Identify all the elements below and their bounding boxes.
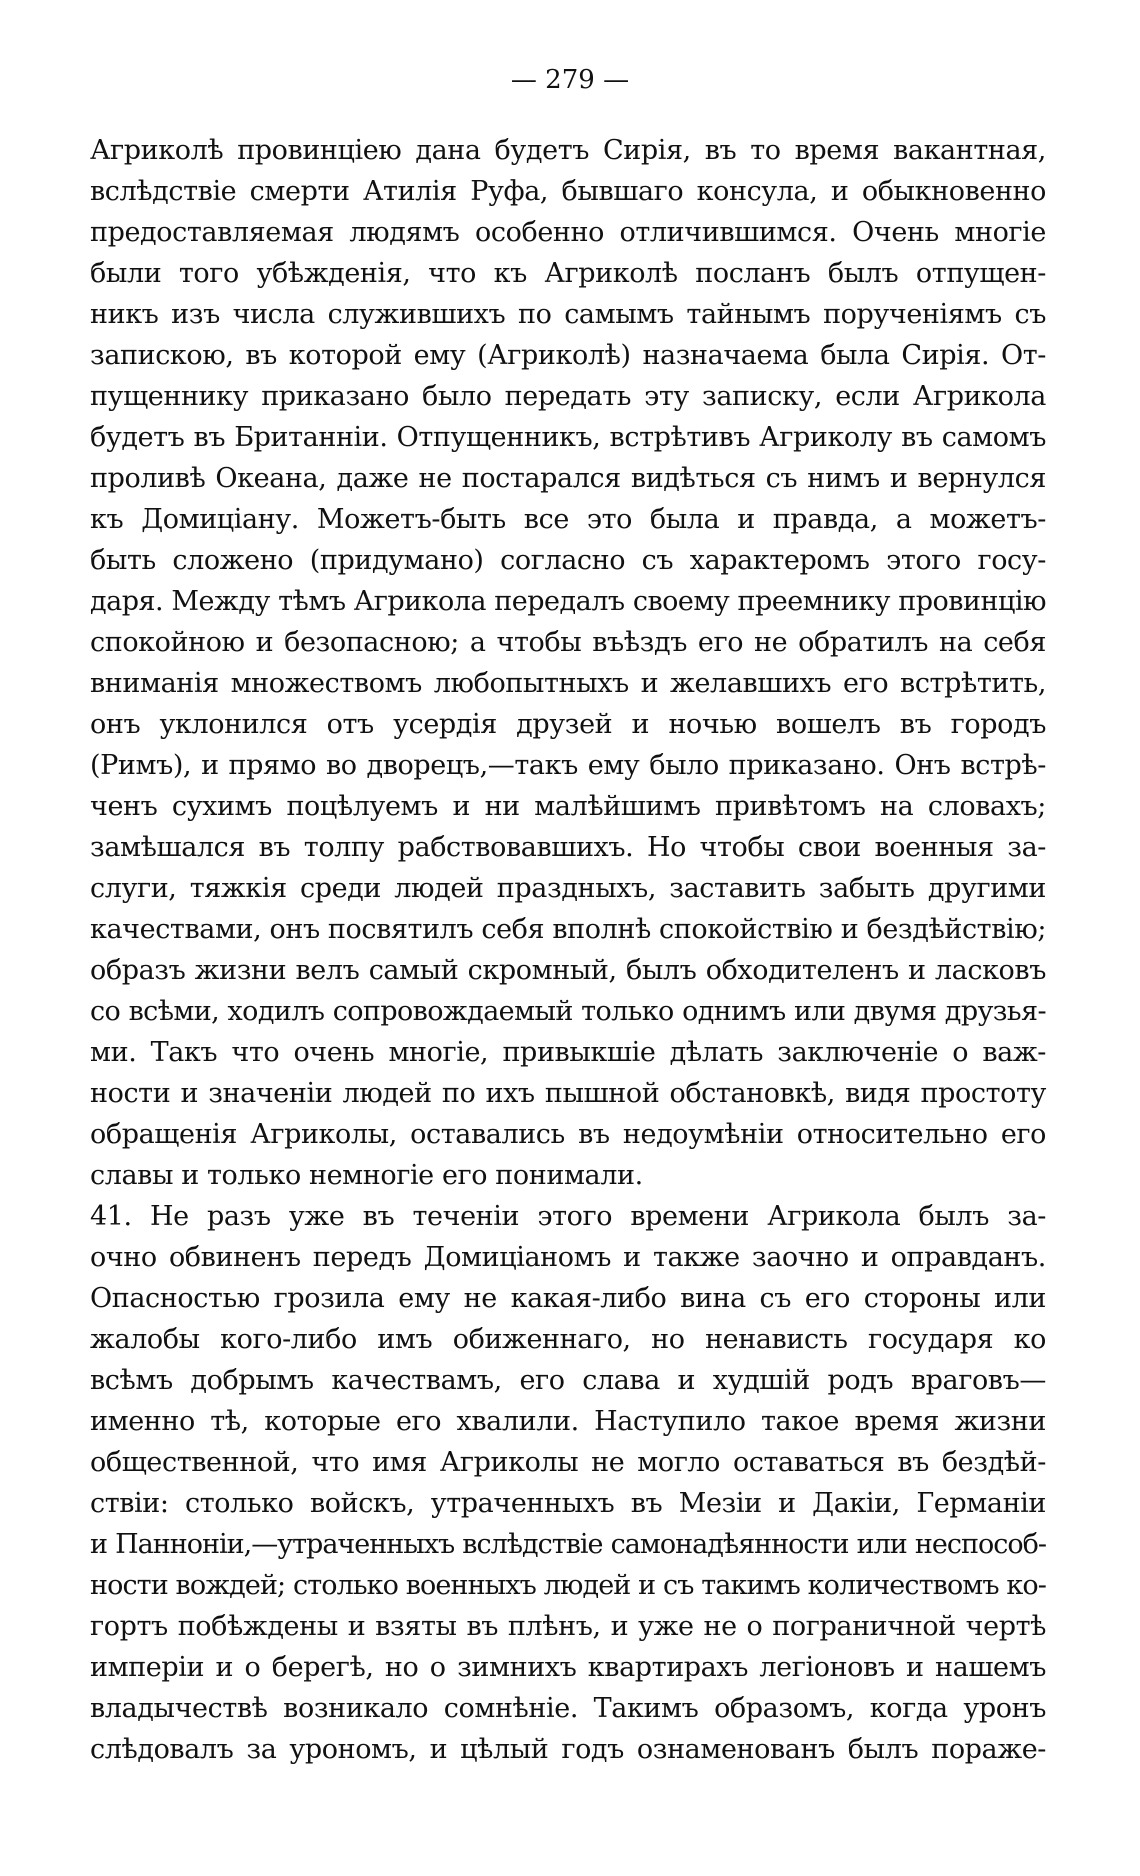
text-line: замѣшался въ толпу рабствовавшихъ. Но чтобы свои военныя за- [90,832,1046,863]
text-line: именно тѣ, которые его хвалили. Наступило такое время жизни [90,1406,1046,1437]
text-line: слуги, тяжкія среди людей праздныхъ, заставить забыть другими [90,873,1046,904]
text-line: ствіи: столько войскъ, утраченныхъ въ Мезіи и Дакіи, Германіи [90,1488,1046,1519]
text-line: будетъ въ Британніи. Отпущенникъ, встрѣтивъ Агриколу въ самомъ [90,422,1046,453]
text-line: вслѣдствіе смерти Атилія Руфа, бывшаго консула, и обыкновенно [90,176,1046,207]
text-line: и Паннoніи,—утраченныхъ вслѣдствіе самонадѣянности или неспособ- [90,1529,1046,1560]
text-line: гортъ побѣждены и взяты въ плѣнъ, и уже не о пограничной чертѣ [90,1611,1046,1642]
text-line: владычествѣ возникало сомнѣніе. Такимъ образомъ, когда уронъ [90,1693,1046,1724]
text-line: 41. Не разъ уже въ теченіи этого времени Агрикола былъ за- [90,1201,1046,1232]
text-line: ми. Такъ что очень многіе, привыкшіе дѣлать заключеніе о важ- [90,1037,1046,1068]
text-line: ности и значеніи людей по ихъ пышной обстановкѣ, видя простоту [90,1078,1046,1109]
paragraph-2 [90,1196,1046,1770]
text-line: запискою, въ которой ему (Агриколѣ) назначаема была Сирія. От- [90,340,1046,371]
text-line: качествами, онъ посвятилъ себя вполнѣ спокойствію и бездѣйствію; [90,914,1047,945]
text-line: общественной, что имя Агриколы не могло оставаться въ бездѣй- [90,1447,1046,1478]
text-line: ности вождей; столько военныхъ людей и съ такимъ количествомъ ко- [90,1570,1046,1601]
text-line: ченъ сухимъ поцѣлуемъ и ни малѣйшимъ привѣтомъ на словахъ; [90,791,1046,822]
text-line: Агриколѣ провинціею дана будетъ Сирія, въ то время вакантная, [90,135,1046,166]
text-line: всѣмъ добрымъ качествамъ, его слава и худшій родъ враговъ— [90,1365,1046,1396]
text-line: проливѣ Океана, даже не постарался видѣться съ нимъ и вернулся [90,463,1046,494]
text-line: къ Домиціану. Можетъ-быть все это была и правда, а можетъ- [90,504,1046,535]
text-line: никъ изъ числа служившихъ по самымъ тайнымъ порученіямъ съ [90,299,1046,330]
text-line: быть сложено (придумано) согласно съ характеромъ этого госу- [90,545,1046,576]
text-line: предоставляемая людямъ особенно отличившимся. Очень многіе [90,217,1046,248]
text-line: жалобы кого-либо имъ обиженнаго, но ненависть государя ко [90,1324,1046,1355]
text-line: спокойною и безопасною; а чтобы въѣздъ его не обратилъ на себя [90,627,1046,658]
text-line: имперіи и о берегѣ, но о зимнихъ квартирахъ легіоновъ и нашемъ [90,1652,1046,1683]
paragraph-1 [90,130,1046,1196]
text-line: обращенія Агриколы, оставались въ недоумѣніи относительно его [90,1119,1046,1150]
text-line: даря. Между тѣмъ Агрикола передалъ своему преемнику провинцію [90,586,1046,617]
text-line: пущеннику приказано было передать эту записку, если Агрикола [90,381,1046,412]
text-line: (Римъ), и прямо во дворецъ,—такъ ему было приказано. Онъ встрѣ- [90,750,1046,781]
text-line: Опасностью грозила ему не какая-либо вина съ его стороны или [90,1283,1046,1314]
text-line: образъ жизни велъ самый скромный, былъ обходителенъ и ласковъ [90,955,1046,986]
text-line: онъ уклонился отъ усердія друзей и ночью вошелъ въ городъ [90,709,1046,740]
text-line: очно обвиненъ передъ Домиціаномъ и также заочно и оправданъ. [90,1242,1046,1273]
text-line: вниманія множествомъ любопытныхъ и желавшихъ его встрѣтить, [90,668,1046,699]
text-line: были того убѣжденія, что къ Агриколѣ посланъ былъ отпущен- [90,258,1046,289]
text-line: слѣдовалъ за урономъ, и цѣлый годъ ознаменованъ былъ пораже- [90,1734,1046,1765]
page-number: — 279 — [510,65,630,95]
text-line: славы и только немногіе его понимали. [90,1160,643,1191]
text-line: со всѣми, ходилъ сопровождаемый только однимъ или двумя друзья- [90,996,1046,1027]
